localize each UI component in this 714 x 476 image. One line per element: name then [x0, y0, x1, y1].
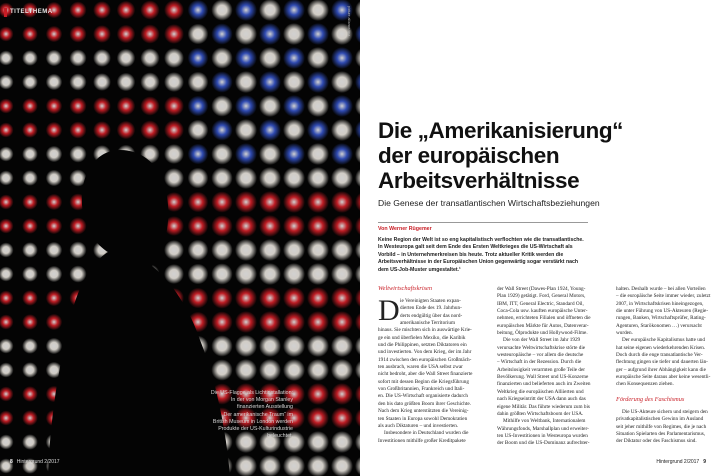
body-line: dierten Ende des 19. Jahrhun- — [400, 305, 462, 312]
folio-right-text: Hintergrund 2/2017 — [656, 459, 700, 465]
article-page — [360, 0, 714, 476]
body-line: die unter Führung von US-Akteuren (Regie- — [616, 308, 709, 315]
body-line: ge ein und überfielen Mexiko, die Karibik — [378, 334, 466, 341]
body-line: als auch Diktaturen – und investierten. — [378, 422, 459, 429]
body-line: von Großbritannien, Frankreich und Itali- — [378, 386, 465, 393]
lead-line: Arbeitsverhältnisse in der Europäischen Union gegenwärtig sogar verstärkt nach — [378, 259, 579, 266]
body-line: ger – aufgrund ihrer Abhängigkeit kann die — [616, 366, 706, 373]
lead-line: Keine Region der Welt ist so eng kapitalistisch verflochten wie die transatlantische. — [378, 237, 584, 243]
section-tag-bar — [4, 8, 7, 17]
body-line: ten US-Investitionen in Westeuropa wurden — [497, 432, 588, 439]
body-line: der Boom und die US-Dominanz aufrechter- — [497, 440, 590, 447]
body-line: hat seine eigenen wiederkehrenden Krisen. — [616, 344, 706, 351]
body-line: Nach dem Krieg unterstützten die Vereinig- — [378, 408, 469, 415]
body-line: den bis dato größten Boom ihrer Geschichte. — [378, 400, 471, 407]
body-line: Die von der Wall Street im Jahr 1929 — [503, 337, 581, 344]
body-line: dahin größten Wirtschaftsboom der USA. — [497, 410, 584, 417]
divider-rule — [378, 222, 588, 223]
page-number-left: 8 — [10, 459, 13, 465]
article-column-1 — [378, 284, 488, 445]
section-tag: TITELTHEMA — [10, 9, 53, 15]
body-line: hinaus. Sie mischten sich in auswärtige Krie- — [378, 327, 472, 334]
body-line: Doch durch die enge transatlantische Ver- — [616, 352, 703, 359]
body-line: 2007, in Wirtschaftskrisen hineingezogen, — [616, 300, 704, 307]
body-line: europäischen Märkte für Autos, Datenverar- — [497, 322, 589, 329]
body-line: ten Staaten in Europa sowohl Demokratien — [378, 415, 468, 422]
title-line: Arbeitsverhältnisse — [378, 168, 580, 193]
body-line: Situation Spielarten des Parlamentarismus, — [616, 430, 706, 437]
photo-caption — [185, 390, 293, 440]
author-byline: Von Werner Rügemer — [378, 226, 432, 232]
section-heading: Förderung des Faschismus — [616, 395, 685, 403]
body-line: wurden. — [616, 330, 633, 337]
dropcap: D — [378, 294, 400, 327]
title-line: der europäischen — [378, 143, 560, 168]
body-line: und investierten. Von dem Krieg, der im Jahr — [378, 349, 472, 356]
body-line: IBM, ITT, General Electric, Standard Oil, — [497, 300, 584, 307]
article-subtitle: Die Genese der transatlantischen Wirtschaftsbeziehungen — [378, 198, 600, 208]
body-line: finanzierten und belieferten auch im Zweiten — [497, 381, 591, 388]
body-line: der Wall Street (Dawes-Plan 1924, Young- — [497, 286, 586, 292]
dropcap-block — [378, 294, 488, 327]
caption-line: In der von Morgan Stanley — [230, 397, 293, 404]
body-line: halten. Deshalb wurde – bei allen Vorteilen — [616, 286, 706, 292]
body-line: sofort mit dessen Beginn die Kriegsführung — [378, 378, 469, 385]
lead-line: dem US-Job-Muster umgestaltet.¹ — [378, 266, 461, 273]
body-line: en. Die US-Wirtschaft organisierte dadurch — [378, 393, 469, 400]
folio-left — [10, 459, 60, 465]
body-line: chen Konsequenzen ziehen. — [616, 381, 674, 388]
body-line: westeuropäische – vor allem die deutsche — [497, 352, 584, 359]
caption-line: „Der amerikanische Traum“ im — [221, 411, 293, 418]
page-number-right: 9 — [703, 459, 706, 465]
article-column-3 — [616, 286, 711, 446]
body-line: privatkapitalistischen Gewinn im Ausland — [616, 416, 704, 423]
caption-line: finanzierten Ausstellung — [237, 404, 293, 411]
body-line: 1914 zwischen den europäischen Großmäch- — [378, 356, 472, 363]
body-line: nach Kriegseintritt der USA dann auch das — [497, 396, 586, 403]
body-line: Arbeitslosigkeit verarmten große Teile der — [497, 366, 585, 373]
caption-line: Produkte der US-Kulturindustrie — [218, 426, 293, 433]
body-line: ten ausbrach, waren die USA selbst zwar — [378, 364, 463, 371]
caption-line: beleuchtet. — [267, 433, 293, 440]
body-line: eigene Militär. Das führte wiederum zum bis — [497, 403, 590, 410]
body-line: nicht bedroht, aber die Wall Street finanzierte — [378, 371, 473, 378]
lead-line: In Westeuropa galt seit dem Ende des Ersten Weltkrieges die US-Wirtschaft als — [378, 244, 573, 251]
body-line: – Wirtschaft in der Rezession. Durch die — [497, 359, 582, 366]
body-line: – die europäische Seite immer wieder, zuletzt — [616, 293, 711, 300]
article-column-2 — [497, 286, 607, 448]
body-line: nehmen, errichteten Filialen und öffneten die — [497, 315, 591, 322]
body-line: Insbesondere in Deutschland wurden die — [384, 430, 469, 437]
body-line: amerikanische Territorium — [400, 320, 455, 327]
section-heading: Weltwirtschaftskrisen — [378, 285, 432, 292]
body-line: verursachte Weltwirtschaftskrise störte die — [497, 344, 586, 351]
body-line: Agenturen, Starökonomen …) verursacht — [616, 322, 702, 329]
body-line: beitung, Ölprodukte und Hollywood-Filme. — [497, 330, 588, 337]
folio-left-text: Hintergrund 2/2017 — [16, 459, 60, 465]
lead-paragraph — [378, 237, 593, 274]
body-line: Der europäische Kapitalismus hatte und — [622, 337, 705, 344]
caption-line: British Museum in London werden — [212, 418, 293, 425]
body-line: Weltkrieg die europäischen Alliierten und — [497, 388, 584, 395]
folio-right — [656, 459, 706, 465]
body-line: Mithilfe von Weltbank, Internationalem — [503, 418, 586, 425]
photo-credit: picture alliance/dpa — [347, 6, 351, 37]
body-line: und die Philippinen, setzten Diktatoren ein — [378, 342, 467, 349]
body-line: Coca-Cola usw. kauften europäische Unter- — [497, 308, 588, 315]
body-line: derts endgültig über das nord- — [400, 312, 463, 319]
body-line: Die US-Akteure sichern und steigern den — [622, 408, 708, 415]
caption-line: Die US-Flagge als Lichtinstallation: — [210, 390, 293, 396]
body-line: Bevölkerung. Wall Street und US-Konzerne — [497, 374, 589, 381]
lead-line: Vorbild – in Unternehmerkreisen bis heute. Trotz aktueller Kritik werden die — [378, 251, 564, 258]
body-line: seit jeher mithilfe von Regimes, die je nach — [616, 423, 707, 430]
article-title — [378, 118, 623, 193]
body-line: ie Vereinigten Staaten expan- — [400, 298, 461, 304]
title-line: Die „Amerikanisierung“ — [378, 118, 624, 143]
body-line: europäische Seite daraus aber keine wesentli- — [616, 374, 711, 381]
body-line: der Diktatur oder des Faschismus sind. — [616, 438, 697, 445]
body-line: Plan 1929) getätigt. Ford, General Motors, — [497, 293, 586, 300]
body-line: rungen, Banken, Wirtschaftsprüfer, Rating- — [616, 315, 706, 322]
body-line: Investitionen mithilfe großer Kreditpakete — [378, 437, 466, 444]
body-line: flechtung gingen sie tiefer und dauerten län- — [616, 359, 708, 366]
body-line: Währungsfonds, Marshallplan und erweiter- — [497, 425, 589, 432]
